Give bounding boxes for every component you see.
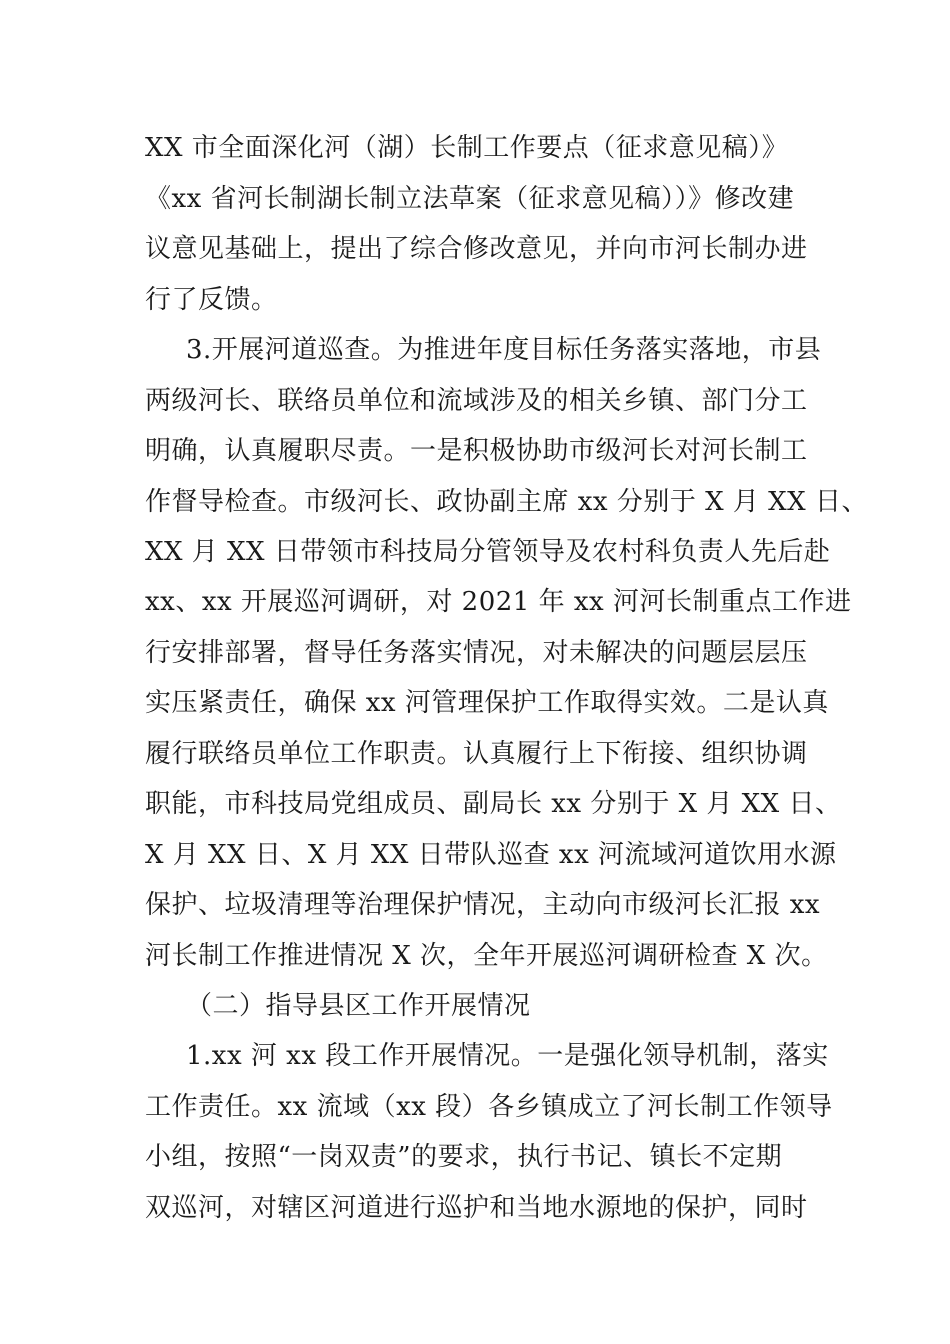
text-line: 行了反馈。	[145, 285, 278, 315]
paragraph-start-line: 1.xx 河 xx 段工作开展情况。一是强化领导机制，落实	[186, 1041, 829, 1071]
text-line: 议意见基础上，提出了综合修改意见，并向市河长制办进	[145, 234, 808, 264]
text-line: xx、xx 开展巡河调研，对 2021 年 xx 河河长制重点工作进	[145, 587, 852, 617]
text-line: 小组，按照“一岗双责”的要求，执行书记、镇长不定期	[145, 1142, 783, 1172]
text-line: XX 市全面深化河（湖）长制工作要点（征求意见稿）》	[145, 133, 789, 163]
text-line: 河长制工作推进情况 X 次，全年开展巡河调研检查 X 次。	[145, 941, 828, 971]
text-line: 实压紧责任，确保 xx 河管理保护工作取得实效。二是认真	[145, 688, 829, 718]
text-line: 工作责任。xx 流域（xx 段）各乡镇成立了河长制工作领导	[145, 1092, 833, 1122]
text-line: 职能，市科技局党组成员、副局长 xx 分别于 X 月 XX 日、	[145, 789, 842, 819]
text-line: 《xx 省河长制湖长制立法草案（征求意见稿））》修改建	[145, 184, 795, 214]
section-heading: （二）指导县区工作开展情况	[186, 991, 531, 1021]
text-line: 两级河长、联络员单位和流域涉及的相关乡镇、部门分工	[145, 386, 808, 416]
text-line: 行安排部署，督导任务落实情况，对未解决的问题层层压	[145, 638, 808, 668]
paragraph-start-line: 3.开展河道巡查。为推进年度目标任务落实落地，市县	[186, 335, 822, 365]
text-line: 双巡河，对辖区河道进行巡护和当地水源地的保护，同时	[145, 1193, 808, 1223]
text-line: XX 月 XX 日带领市科技局分管领导及农村科负责人先后赴	[145, 537, 831, 567]
text-line: 履行联络员单位工作职责。认真履行上下衔接、组织协调	[145, 739, 808, 769]
text-line: 保护、垃圾清理等治理保护情况，主动向市级河长汇报 xx	[145, 890, 821, 920]
text-line: 明确，认真履职尽责。一是积极协助市级河长对河长制工	[145, 436, 808, 466]
text-line: 作督导检查。市级河长、政协副主席 xx 分别于 X 月 XX 日、	[145, 487, 868, 517]
text-line: X 月 XX 日、X 月 XX 日带队巡查 xx 河流域河道饮用水源	[145, 840, 837, 870]
